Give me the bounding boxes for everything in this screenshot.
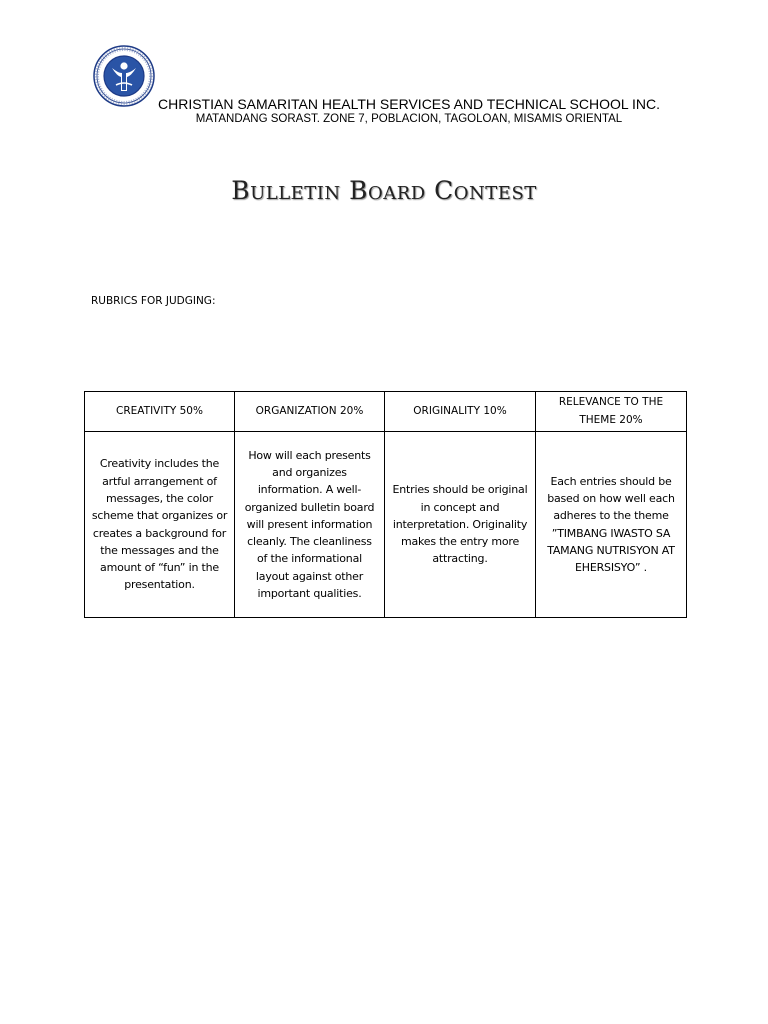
header-originality: ORIGINALITY 10% <box>385 392 536 432</box>
cell-originality: Entries should be original in concept and interpretation. Originality makes the entry more attracting. <box>385 432 536 618</box>
header-creativity: CREATIVITY 50% <box>85 392 235 432</box>
page-title: Bulletin Board Contest <box>231 176 537 205</box>
cell-organization: How will each presents and organizes information. A well-organized bulletin board will present information cleanly. The cleanliness of the informational layout against other important qualities. <box>235 432 385 618</box>
school-name: CHRISTIAN SAMARITAN HEALTH SERVICES AND TECHNICAL SCHOOL INC. <box>157 96 661 112</box>
cell-creativity: Creativity includes the artful arrangement of messages, the color scheme that organizes or creates a background for the messages and the amount of “fun” in the presentation. <box>85 432 235 618</box>
rubrics-label: RUBRICS FOR JUDGING: <box>91 295 216 307</box>
school-address: MATANDANG SORAST. ZONE 7, POBLACION, TAGOLOAN, MISAMIS ORIENTAL <box>195 113 623 125</box>
rubric-description-row <box>85 432 687 618</box>
rubric-header-row <box>85 392 687 432</box>
rubric-table <box>84 391 687 618</box>
header-organization: ORGANIZATION 20% <box>235 392 385 432</box>
header-relevance: RELEVANCE TO THE THEME 20% <box>536 392 687 432</box>
cell-relevance: Each entries should be based on how well each adheres to the theme ”TIMBANG IWASTO SA TAMANG NUTRISYON AT EHERSISYO” . <box>536 432 687 618</box>
school-seal-logo-icon <box>93 45 155 107</box>
